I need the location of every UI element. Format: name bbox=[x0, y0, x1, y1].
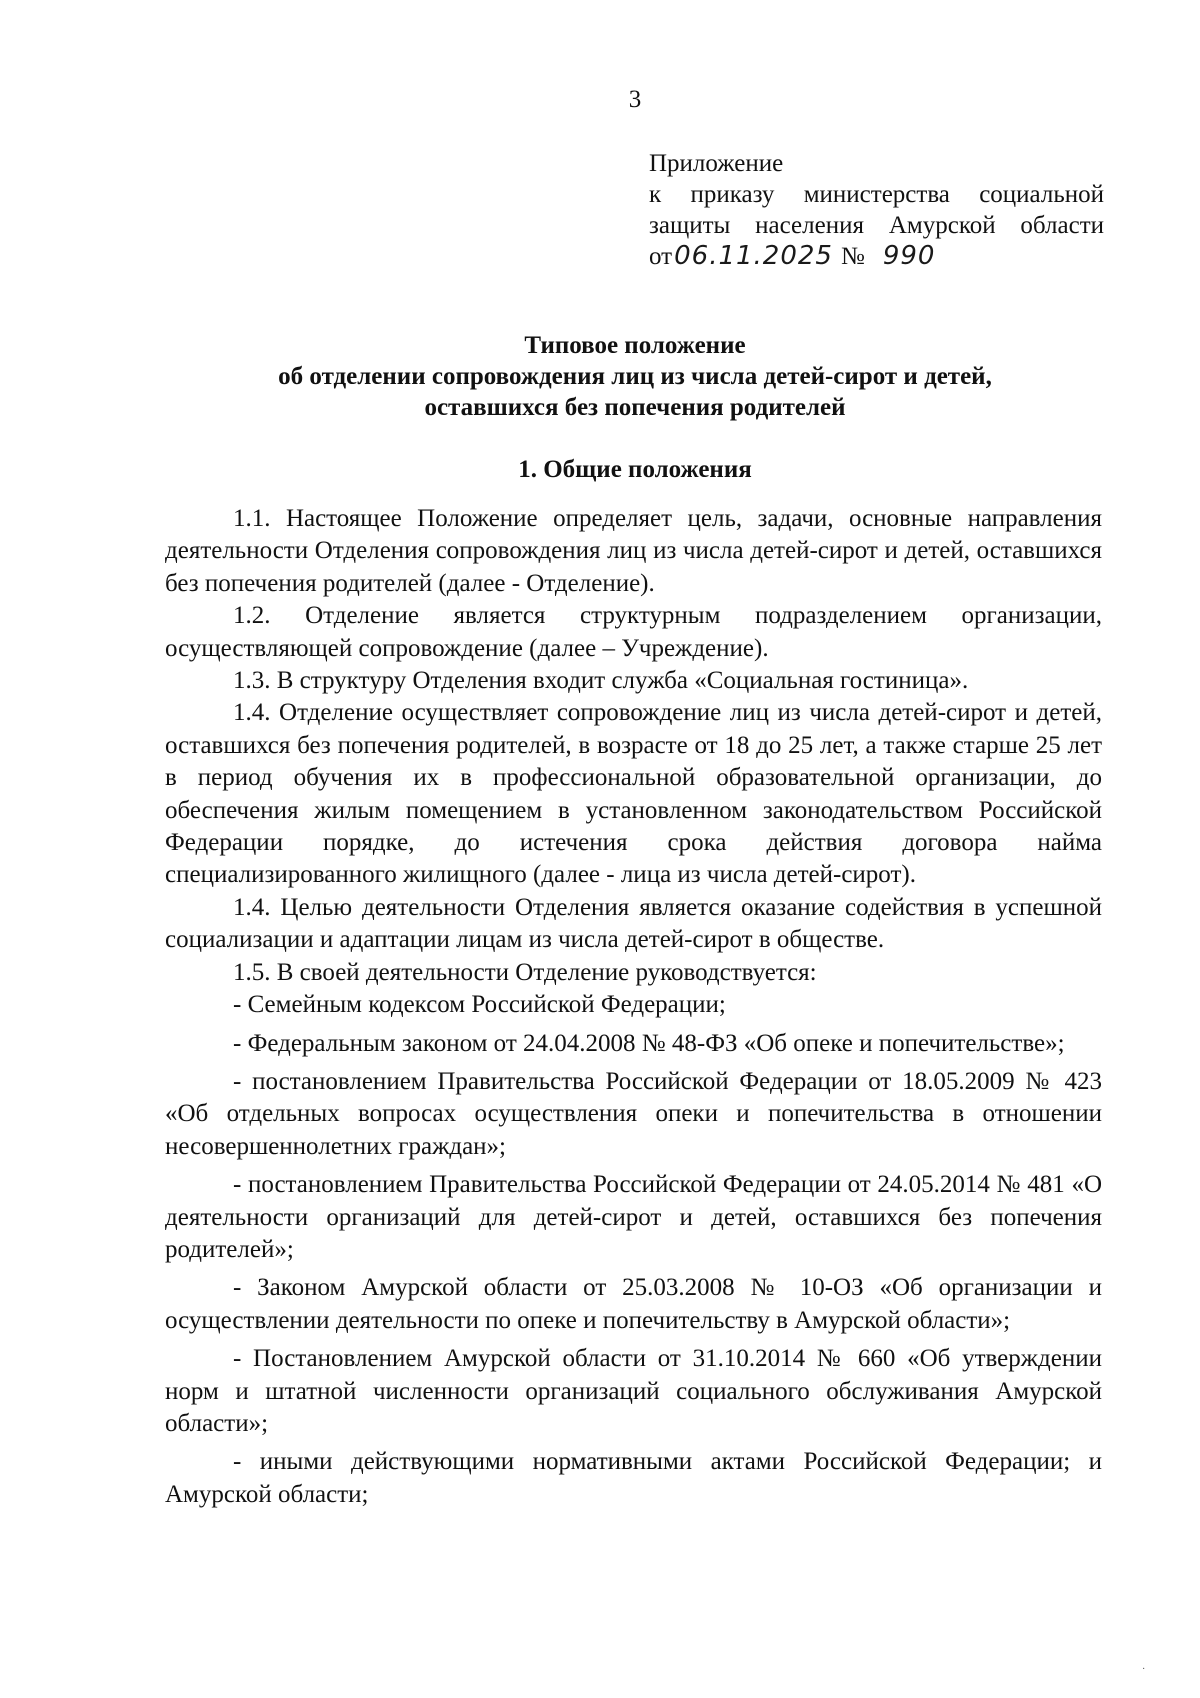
document-title bbox=[165, 330, 1105, 423]
paragraph-1-4-goal: 1.4. Целью деятельности Отделения является оказание содействия в успешной социализации и адаптации лицам из числа детей-сирот в обществе. bbox=[165, 893, 1102, 954]
list-item-other-acts: - иными действующими нормативными актами Российской Федерации; и Амурской области; bbox=[165, 1448, 1102, 1508]
date-prefix: от bbox=[649, 243, 673, 270]
title-line-2: об отделении сопровождения лиц из числа детей-сирот и детей, bbox=[278, 363, 992, 390]
list-item-amur-law: - Законом Амурской области от 25.03.2008 № 10-ОЗ «Об организации и осуществлении деятельности по опеке и попечительству в Амурской области»; bbox=[165, 1274, 1102, 1334]
list-item-amur-decree-660: - Постановлением Амурской области от 31.10.2014 № 660 «Об утверждении норм и штатной численности организаций социального обслуживания Амурской области»; bbox=[165, 1345, 1102, 1437]
paragraph-1-2: 1.2. Отделение является структурным подразделением организации, осуществляющей сопровождение (далее – Учреждение). bbox=[165, 602, 1102, 662]
section-title: 1. Общие положения bbox=[518, 456, 752, 483]
paragraph-1-5: 1.5. В своей деятельности Отделение руководствуется: bbox=[233, 958, 817, 986]
paragraph-1-3: 1.3. В структуру Отделения входит служба «Социальная гостиница». bbox=[233, 667, 969, 695]
list-item-family-code: - Семейным кодексом Российской Федерации; bbox=[233, 991, 726, 1019]
appendix-ministry-line: защиты населения Амурской области bbox=[649, 212, 1104, 239]
title-line-3: оставшихся без попечения родителей bbox=[424, 394, 846, 421]
appendix-order-line: к приказу министерства социальной bbox=[649, 181, 1104, 208]
handwritten-date: 06.11.2025 bbox=[674, 241, 833, 271]
paragraph-1-1: 1.1. Настоящее Положение определяет цель, задачи, основные направления деятельности Отделения сопровождения лиц из числа детей-сирот и детей, оставшихся без попечения родителей (далее - Отделение). bbox=[165, 505, 1102, 597]
appendix-date-line bbox=[649, 241, 1104, 272]
number-label: № bbox=[840, 243, 865, 270]
scan-speck: · bbox=[1142, 1664, 1146, 1675]
paragraph-1-4: 1.4. Отделение осуществляет сопровождение лиц из числа детей-сирот и детей, оставшихся без попечения родителей, в возрасте от 18 до 25 лет, а также старше 25 лет в период обучения их в профессиональной образовательной организации, до обеспечения жилым помещением в установленном законодательством Российской Федерации порядке, до истечения срока действия договора найма специализированного жилищного (далее - лица из числа детей-сирот). bbox=[165, 699, 1102, 889]
title-line-1: Типовое положение bbox=[524, 332, 746, 359]
page-number: 3 bbox=[628, 86, 642, 113]
list-item-federal-law: - Федеральным законом от 24.04.2008 № 48-ФЗ «Об опеке и попечительстве»; bbox=[233, 1029, 1065, 1057]
body-text bbox=[165, 503, 1102, 1511]
handwritten-number: 990 bbox=[882, 241, 936, 271]
list-item-decree-481: - постановлением Правительства Российской Федерации от 24.05.2014 № 481 «О деятельности организаций для детей-сирот и детей, оставшихся без попечения родителей»; bbox=[165, 1171, 1102, 1263]
appendix-heading: Приложение bbox=[649, 150, 784, 177]
appendix-block bbox=[649, 148, 1104, 272]
list-item-decree-423: - постановлением Правительства Российской Федерации от 18.05.2009 № 423 «Об отдельных вопросах осуществления опеки и попечительства в отношении несовершеннолетних граждан»; bbox=[165, 1067, 1102, 1160]
